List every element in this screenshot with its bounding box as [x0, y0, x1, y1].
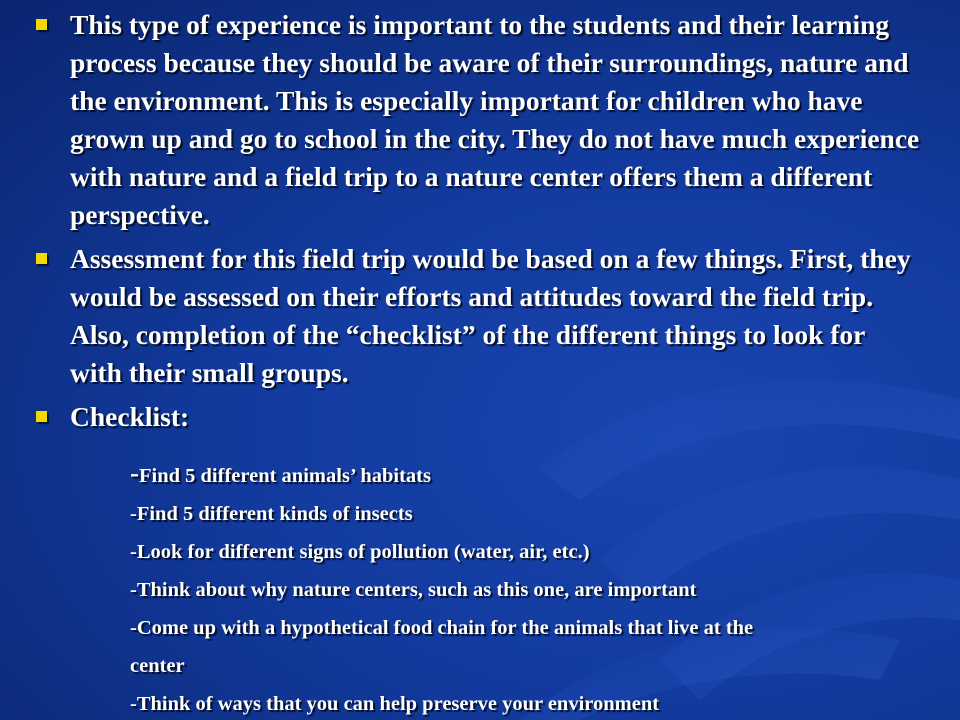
checklist-item: -Come up with a hypothetical food chain for the animals that live at the [130, 617, 754, 639]
checklist-item [130, 454, 950, 495]
bullet-text: This type of experience is important to the students and their learning process because they should be aware of their surroundings, nature and the environment. This is especially important for children who have grown up and go to school in the city. They do not have much experience with nature and a field trip to a nature center offers them a different perspective. [70, 9, 920, 230]
checklist-item: -Find 5 different kinds of insects [130, 503, 413, 525]
checklist-dash: - [130, 458, 139, 488]
bullet-item [34, 240, 934, 392]
square-bullet-icon [36, 19, 47, 30]
checklist-item: -Think of ways that you can help preserve your environment [130, 693, 660, 715]
checklist-item: -Look for different signs of pollution (water, air, etc.) [130, 541, 590, 563]
bullet-item [34, 6, 934, 234]
checklist-item: -Think about why nature centers, such as this one, are important [130, 579, 697, 601]
checklist-item-continuation: center [130, 655, 185, 677]
checklist-heading: Checklist: [70, 401, 190, 432]
checklist-item-text: Find 5 different animals’ habitats [139, 465, 431, 487]
bullet-item [34, 398, 934, 436]
square-bullet-icon [36, 411, 47, 422]
bullet-list [34, 6, 934, 442]
checklist [130, 454, 950, 720]
square-bullet-icon [36, 253, 47, 264]
bullet-text: Assessment for this field trip would be based on a few things. First, they would be assessed on their efforts and attitudes toward the field trip. Also, completion of the “checklist” of the different things to look for with their small groups. [70, 243, 911, 388]
